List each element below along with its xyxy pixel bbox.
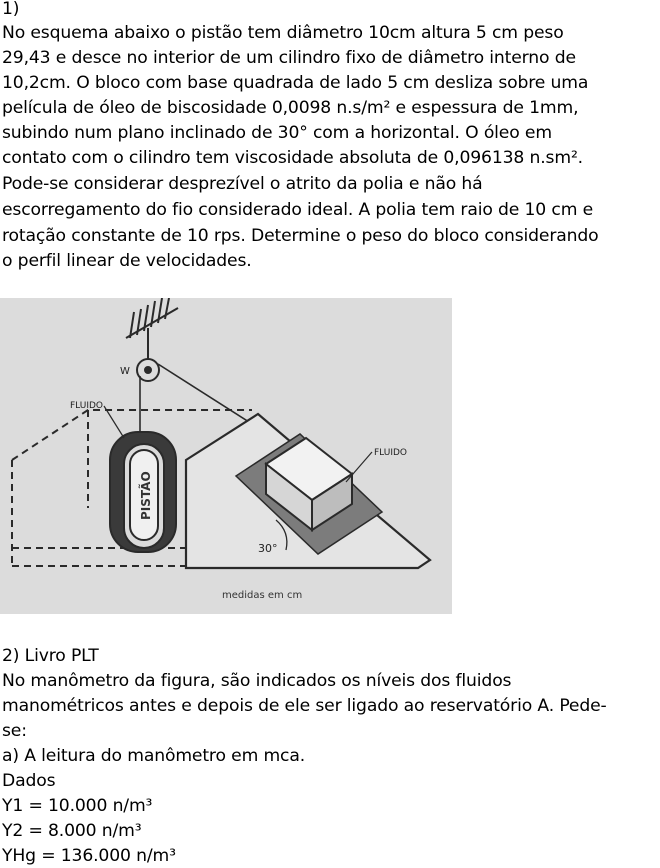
problem-1-line: subindo num plano inclinado de 30° com a horizontal. O óleo em [2, 123, 552, 143]
problem-2-line: se: [2, 721, 27, 741]
problem-2-line: Y2 = 8.000 n/m³ [2, 821, 142, 841]
fluido-left-label: FLUIDO [70, 401, 103, 411]
problem-2-line: YHg = 136.000 n/m³ [2, 846, 176, 866]
problem-1-line: Pode-se considerar desprezível o atrito da polia e não há [2, 174, 483, 194]
fluido-right-label: FLUIDO [374, 448, 407, 458]
angle-label: 30° [258, 542, 278, 555]
problem-2-line: Dados [2, 771, 56, 791]
problem-1-line: contato com o cilindro tem viscosidade absoluta de 0,096138 n.sm². [2, 148, 583, 168]
problem-1-line: No esquema abaixo o pistão tem diâmetro 10cm altura 5 cm peso [2, 23, 564, 43]
problem-2-line: manométricos antes e depois de ele ser ligado ao reservatório A. Pede- [2, 696, 607, 716]
problem-2-line: Y1 = 10.000 n/m³ [2, 796, 153, 816]
problem-1-line: película de óleo de biscosidade 0,0098 n.s/m² e espessura de 1mm, [2, 98, 579, 118]
problem-1-line: o perfil linear de velocidades. [2, 251, 252, 271]
problem-1-line: escorregamento do fio considerado ideal. A polia tem raio de 10 cm e [2, 200, 594, 220]
problem-1-line: 10,2cm. O bloco com base quadrada de lado 5 cm desliza sobre uma [2, 73, 589, 93]
problem-2-header: 2) Livro PLT [2, 646, 99, 666]
weight-label: W [120, 366, 130, 377]
problem-1-line: rotação constante de 10 rps. Determine o peso do bloco considerando [2, 226, 599, 246]
piston-block-figure [0, 298, 452, 614]
problem-1-number: 1) [2, 0, 20, 19]
problem-1-line: 29,43 e desce no interior de um cilindro fixo de diâmetro interno de [2, 48, 576, 68]
problem-2-line: No manômetro da figura, são indicados os níveis dos fluidos [2, 671, 512, 691]
units-caption: medidas em cm [222, 590, 303, 601]
piston-label: PISTÃO [139, 471, 153, 520]
problem-2-line: a) A leitura do manômetro em mca. [2, 746, 306, 766]
